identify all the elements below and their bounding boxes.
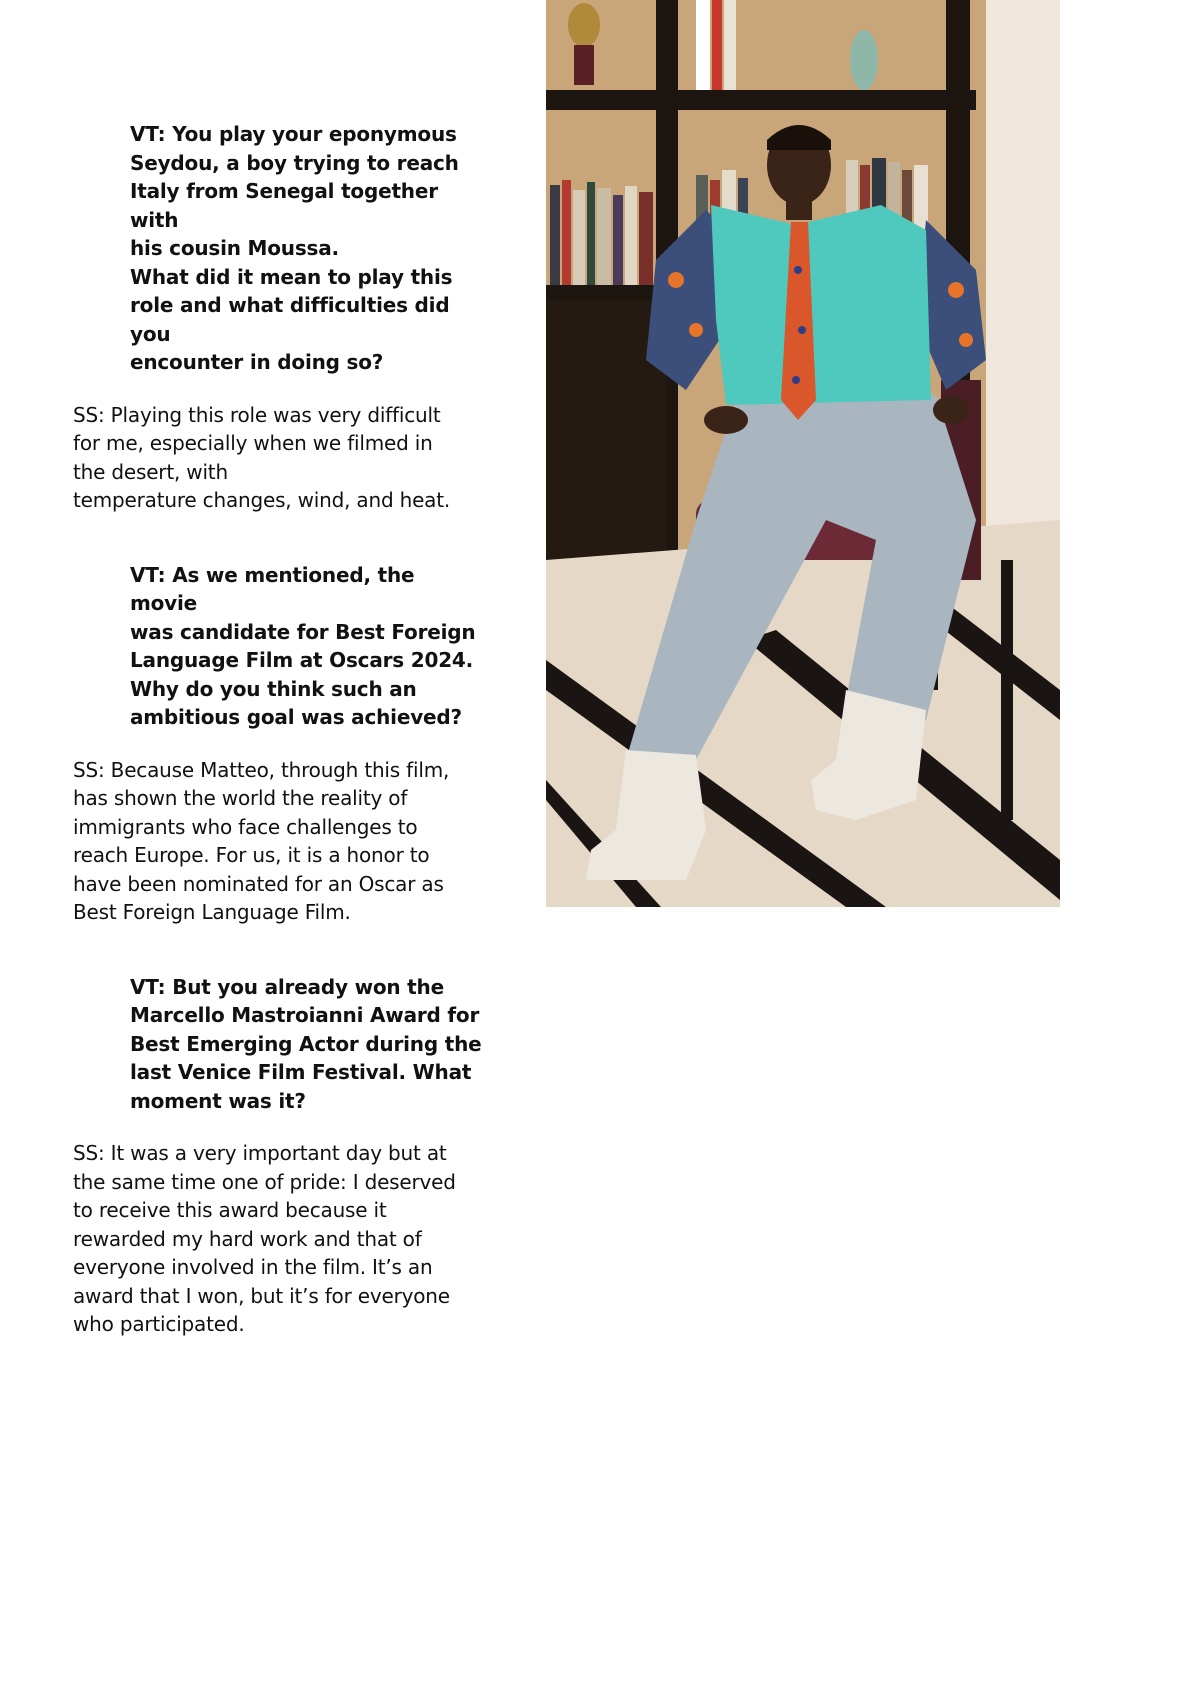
answer-line: the same time one of pride: I deserved: [73, 1169, 456, 1194]
interview-answer-1: [73, 401, 483, 515]
question-line: was candidate for Best Foreign: [130, 619, 476, 644]
question-line: ambitious goal was achieved?: [130, 705, 462, 729]
answer-line: award that I won, but it’s for everyone: [73, 1283, 450, 1308]
answer-line: temperature changes, wind, and heat.: [73, 488, 451, 512]
question-line: VT: But you already won the: [130, 974, 444, 999]
question-line: role and what difficulties did you: [130, 293, 450, 346]
question-line: What did it mean to play this: [130, 264, 453, 289]
question-line: Italy from Senegal together with: [130, 179, 438, 232]
question-line: Language Film at Oscars 2024.: [130, 648, 474, 672]
portrait-illustration: [546, 0, 1060, 907]
question-line: Best Emerging Actor during the: [130, 1031, 482, 1056]
answer-line: SS: It was a very important day but at: [73, 1141, 447, 1165]
answer-line: have been nominated for an Oscar as: [73, 871, 444, 896]
answer-line: the desert, with: [73, 459, 228, 484]
trophy-ornament: [568, 3, 600, 47]
answer-line: rewarded my hard work and that of: [73, 1226, 422, 1251]
answer-line: everyone involved in the film. It’s an: [73, 1255, 433, 1279]
interview-column: [73, 120, 483, 1385]
bird-figurine: [850, 30, 878, 90]
qa-block-3: [73, 973, 483, 1339]
answer-line: has shown the world the reality of: [73, 786, 408, 810]
shelf-board: [546, 90, 976, 110]
question-line: his cousin Moussa.: [130, 236, 339, 260]
question-line: encounter in doing so?: [130, 350, 384, 374]
answer-line: immigrants who face challenges to: [73, 814, 418, 839]
answer-line: who participated.: [73, 1312, 245, 1336]
interview-question-1: [130, 120, 483, 377]
interview-question-2: [130, 561, 483, 732]
answer-line: SS: Playing this role was very difficult: [73, 402, 441, 427]
interview-answer-3: [73, 1139, 483, 1339]
qa-block-1: [73, 120, 483, 515]
answer-line: to receive this award because it: [73, 1198, 387, 1222]
question-line: Marcello Mastroianni Award for: [130, 1003, 480, 1027]
portrait-photo: [546, 0, 1060, 907]
question-line: Why do you think such an: [130, 676, 417, 701]
question-line: moment was it?: [130, 1088, 306, 1113]
question-line: Seydou, a boy trying to reach: [130, 150, 459, 175]
question-line: last Venice Film Festival. What: [130, 1060, 472, 1084]
trophy-base: [574, 45, 594, 85]
question-line: VT: As we mentioned, the movie: [130, 562, 415, 615]
qa-block-2: [73, 561, 483, 927]
answer-line: SS: Because Matteo, through this film,: [73, 757, 450, 782]
answer-line: reach Europe. For us, it is a honor to: [73, 843, 430, 867]
interview-question-3: [130, 973, 483, 1116]
question-line: VT: You play your eponymous: [130, 122, 457, 146]
answer-line: for me, especially when we filmed in: [73, 431, 433, 455]
answer-line: Best Foreign Language Film.: [73, 900, 351, 924]
interview-answer-2: [73, 756, 483, 927]
